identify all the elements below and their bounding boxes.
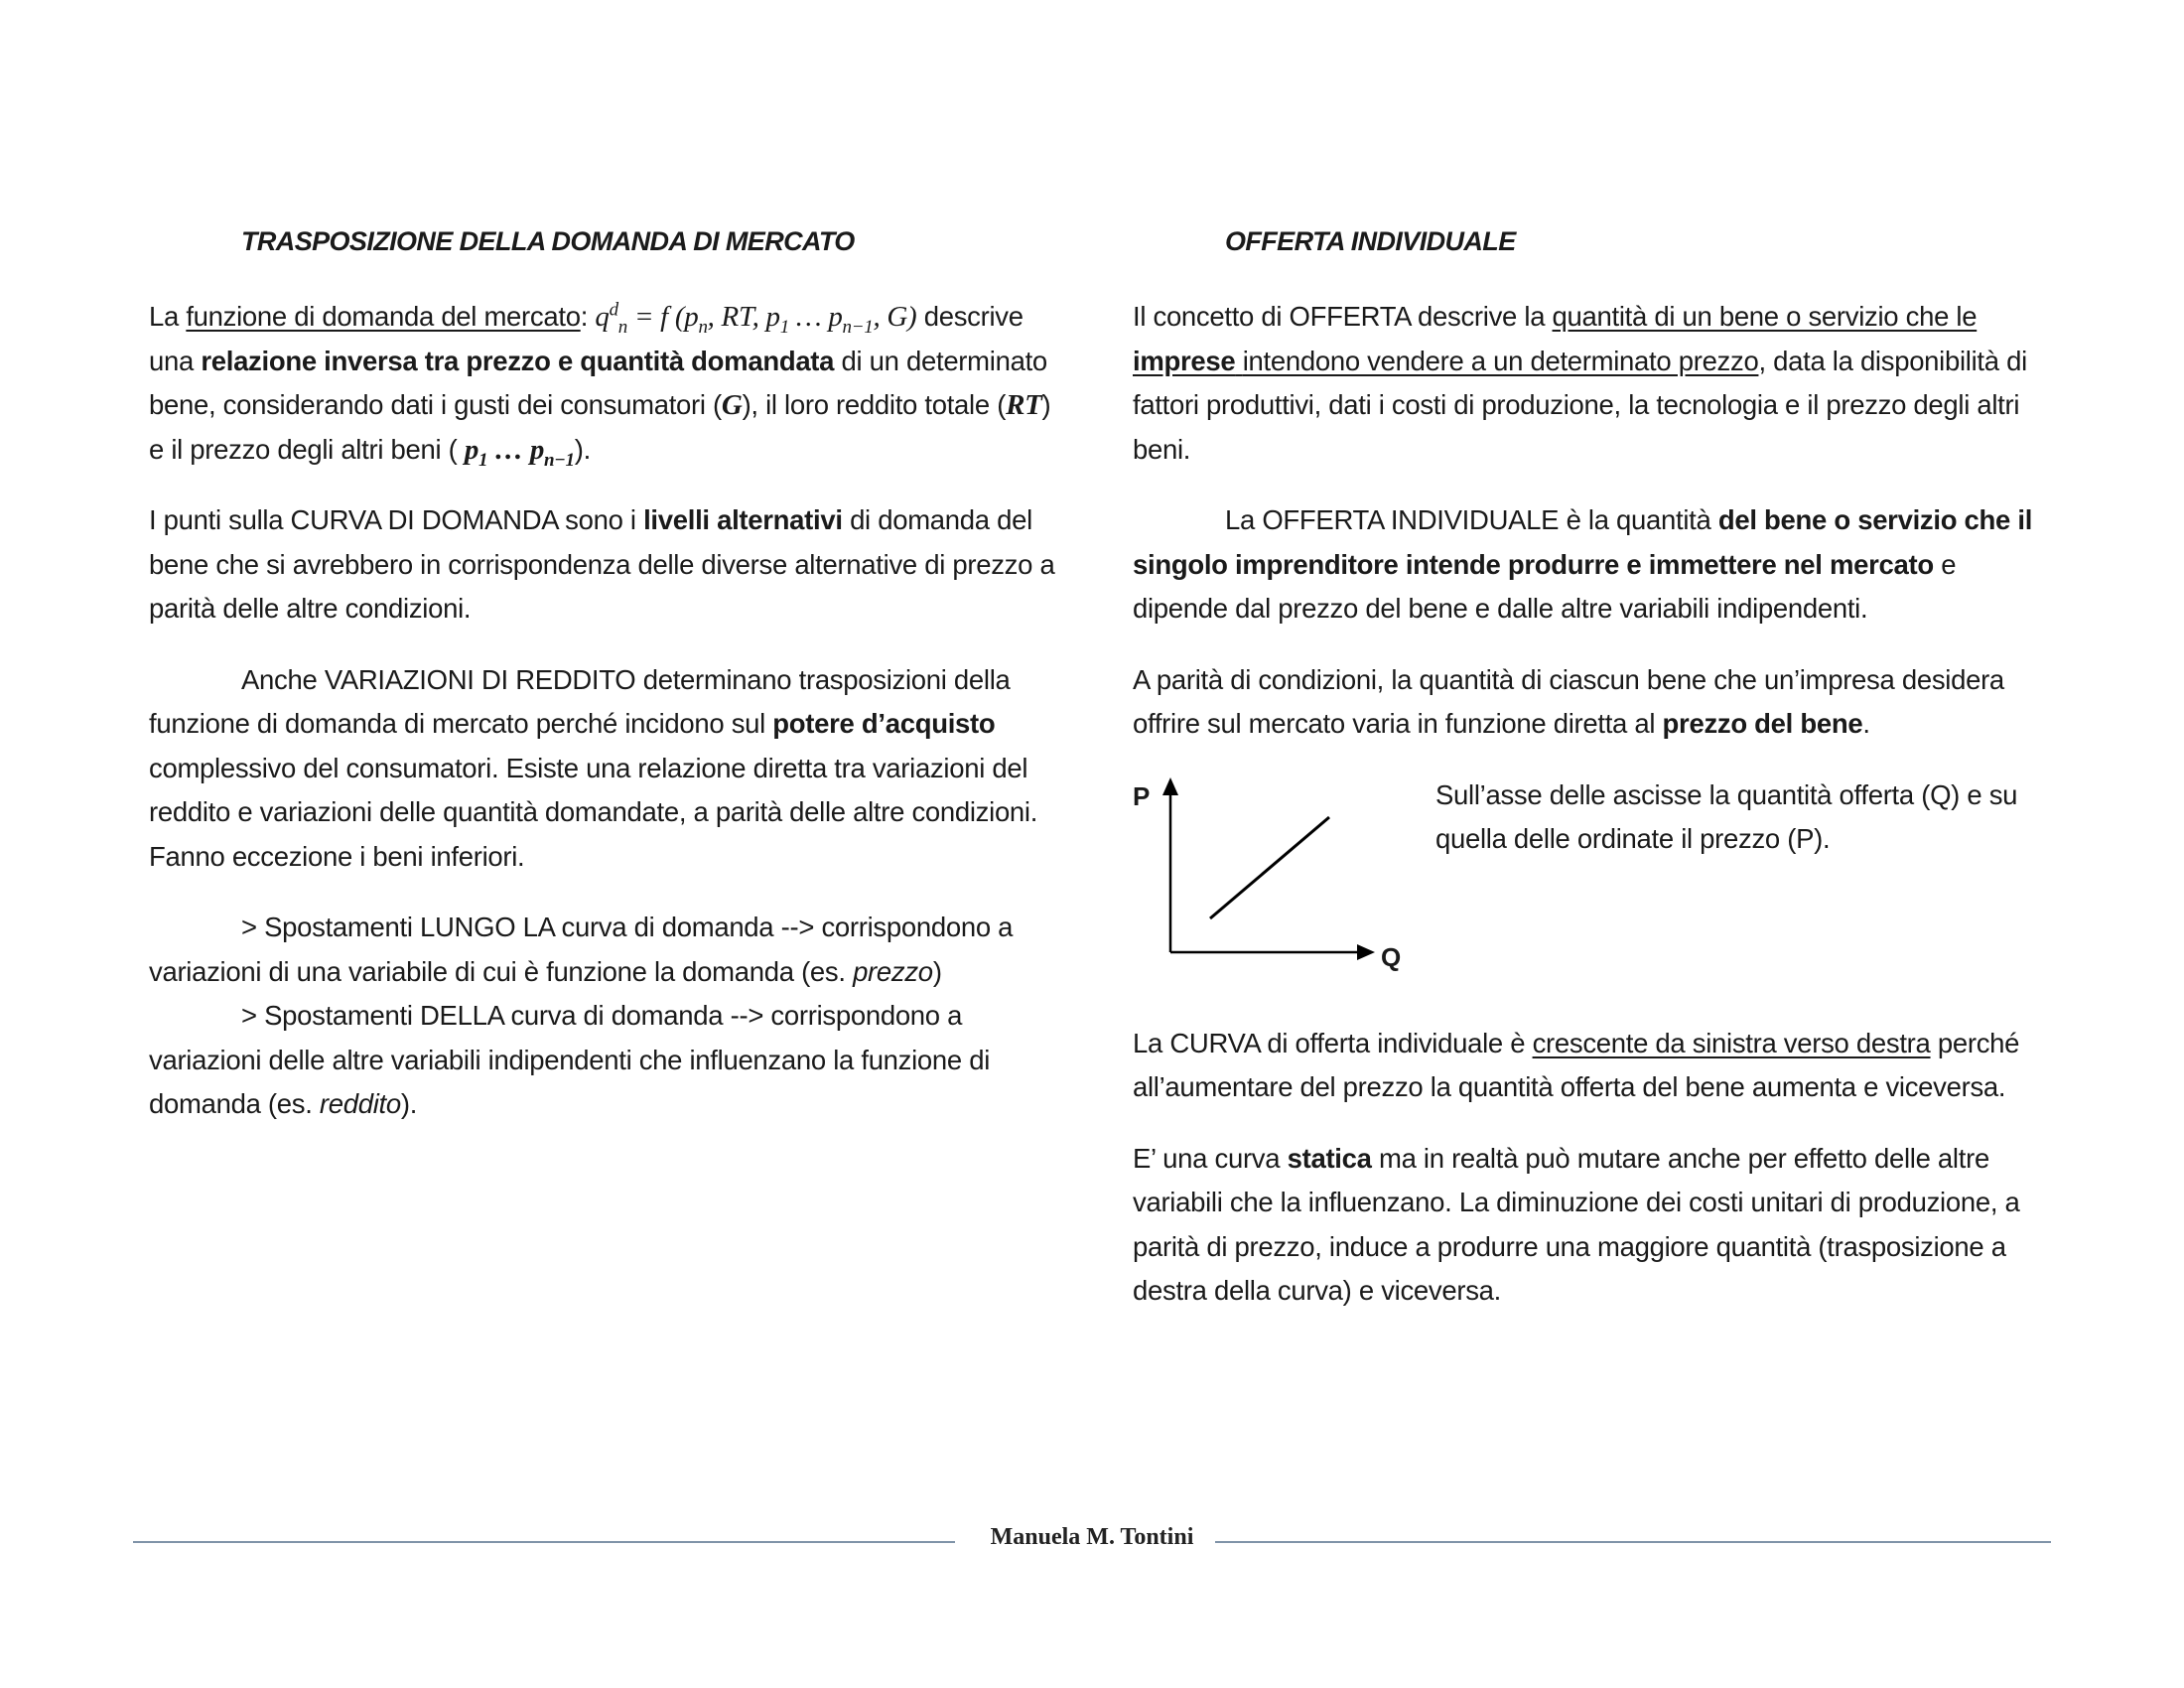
text: ), il loro reddito totale ( — [742, 389, 1007, 420]
right-paragraph-4 — [1133, 1022, 2056, 1110]
text: La OFFERTA INDIVIDUALE è la quantità — [1225, 504, 1711, 535]
text: La — [149, 301, 179, 332]
text: descrive una — [149, 301, 1024, 376]
left-paragraph-3 — [149, 658, 1072, 880]
text: I punti sulla CURVA DI DOMANDA sono i — [149, 504, 636, 535]
supply-chart-block — [1133, 774, 2056, 1000]
function-label: funzione di domanda del mercato — [186, 301, 581, 332]
left-paragraph-2 — [149, 498, 1072, 632]
bold-text: relazione inversa tra prezzo e quantità domandata — [201, 345, 835, 376]
right-heading: OFFERTA INDIVIDUALE — [1225, 226, 1516, 256]
right-column — [1133, 222, 2056, 1340]
text: complessivo del consumatori. Esiste una relazione diretta tra variazioni del reddito e variazioni delle quantità domandate, a parità delle altre condizioni. Fanno eccezione i beni inferiori. — [149, 752, 1038, 872]
math-symbol: RT — [1006, 389, 1042, 421]
footer-rule-right — [1215, 1541, 2051, 1543]
left-paragraph-4 — [149, 906, 1072, 994]
text: > Spostamenti DELLA curva di domanda --> corrispondono a variazioni delle altre variabili indipendenti che influenzano la funzione di domanda (es. — [149, 1000, 991, 1119]
text: A parità di condizioni, la quantità di ciascun bene che un’impresa desidera offrire sul mercato varia in funzione diretta al — [1133, 663, 2004, 739]
bold-text: livelli alternativi — [643, 504, 843, 535]
left-column — [149, 222, 1072, 1154]
text: ) e il prezzo degli altri beni ( — [149, 389, 1051, 465]
text: E’ una curva — [1133, 1142, 1281, 1174]
text: La CURVA di offerta individuale è — [1133, 1027, 1526, 1058]
left-paragraph-1 — [149, 295, 1072, 472]
y-axis-label: P — [1133, 780, 1151, 811]
demand-formula: $q^d_n = f$ ($p_n$, RT, $p_1$ … $p_{n-1}$, G) — [595, 299, 917, 338]
bold-text: potere d’acquisto — [772, 708, 996, 739]
math-prices: $p_1$ … $p_{n-1}$ — [464, 433, 575, 471]
text: ) — [932, 955, 942, 987]
left-heading: TRASPOSIZIONE DELLA DOMANDA DI MERCATO — [241, 226, 855, 256]
text: di domanda del bene che si avrebbero in corrispondenza delle diverse alternative di prezzo a parità delle altre condizioni. — [149, 504, 1055, 624]
text: di un determinato bene, considerando dati i gusti dei consumatori ( — [149, 345, 1047, 420]
text: ). — [400, 1088, 418, 1119]
underlined-text: quantità di un bene o servizio che le imprese intendono vendere a un determinato prezzo — [1133, 301, 1978, 376]
text: ). — [574, 433, 591, 465]
text: : — [580, 301, 589, 332]
right-paragraph-5 — [1133, 1137, 2056, 1314]
left-paragraph-5 — [149, 994, 1072, 1127]
text: Il concetto di OFFERTA descrive la — [1133, 301, 1546, 332]
text: , data la disponibilità di fattori produttivi, dati i costi di produzione, la tecnologia e il prezzo degli altri beni. — [1133, 345, 2027, 465]
y-axis-arrow-icon — [1162, 777, 1178, 795]
footer-rule-left — [133, 1541, 955, 1543]
bold-text: del bene o servizio che il singolo imprenditore intende produrre e immettere nel mercato — [1133, 504, 2033, 580]
supply-curve — [1210, 817, 1329, 918]
text: perché all’aumentare del prezzo la quantità offerta del bene aumenta e viceversa. — [1133, 1027, 2020, 1102]
math-symbol: G — [721, 389, 743, 421]
supply-chart — [1133, 774, 1431, 1000]
italic-text: reddito — [319, 1088, 401, 1119]
text: e dipende dal prezzo del bene e dalle altre variabili indipendenti. — [1133, 548, 1957, 624]
footer-author: Manuela M. Tontini — [990, 1524, 1194, 1550]
italic-text: prezzo — [853, 955, 933, 987]
x-axis-arrow-icon — [1357, 944, 1375, 960]
x-axis-label: Q — [1381, 941, 1402, 972]
right-paragraph-3 — [1133, 658, 2056, 747]
text: > Spostamenti LUNGO LA curva di domanda --> corrispondono a variazioni di una variabile di cui è funzione la domanda (es. — [149, 912, 1014, 987]
text: Anche VARIAZIONI DI REDDITO determinano trasposizioni della funzione di domanda di mercato perché incidono sul — [149, 663, 1011, 739]
text: ma in realtà può mutare anche per effetto delle altre variabili che la influenzano. La diminuzione dei costi unitari di produzione, a parità di prezzo, induce a produrre una maggiore quantità (trasposizione a destra della curva) e viceversa. — [1133, 1142, 2020, 1306]
bold-text: statica — [1287, 1142, 1372, 1174]
bold-text: prezzo del bene — [1662, 708, 1863, 739]
right-paragraph-1 — [1133, 295, 2056, 472]
underlined-text: crescente da sinistra verso destra — [1532, 1027, 1931, 1058]
chart-caption: Sull’asse delle ascisse la quantità offerta (Q) e su quella delle ordinate il prezzo (P). — [1435, 778, 2018, 854]
text: . — [1862, 708, 1870, 739]
right-paragraph-2 — [1133, 498, 2056, 632]
